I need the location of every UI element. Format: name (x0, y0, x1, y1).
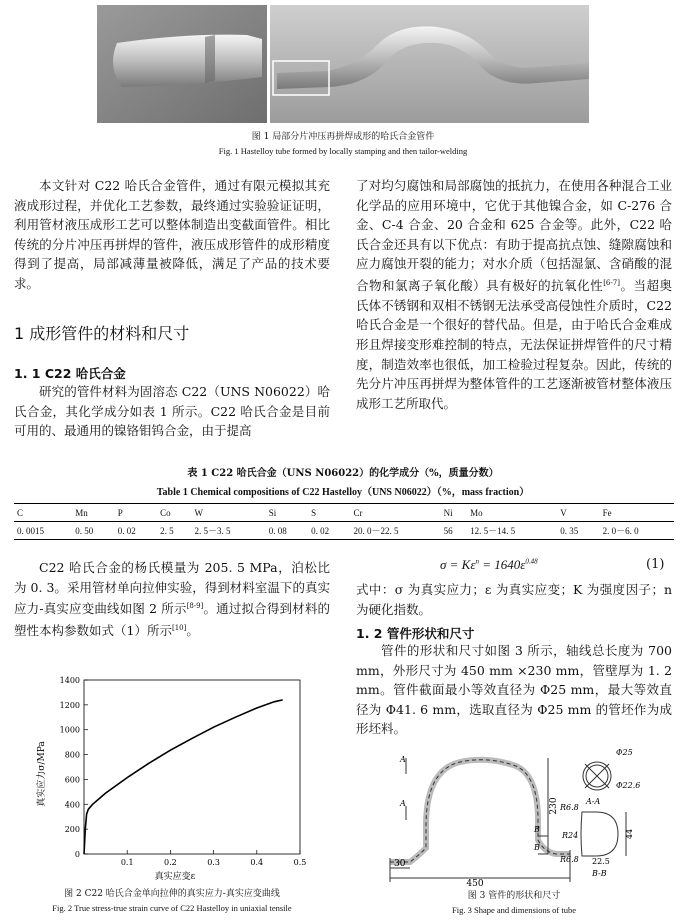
composition-table (14, 503, 674, 540)
th-si: Si (266, 504, 308, 522)
td-v: 0. 35 (557, 522, 599, 540)
intro-paragraph: 本文针对 C22 哈氏合金管件，通过有限元模拟其充液成形过程，并优化工艺参数，最终通过实验验证证明，利用管材液压成形工艺可以整体制造出变截面管件。相比传统的分片冲压再拼焊的管件，液压成形管件的成形精度得到了提高，局部减薄量被降低，满足了产品的技术要求。 (14, 178, 330, 291)
fig2-caption-cn: 图 2 C22 哈氏合金单向拉伸的真实应力-真实应变曲线 (64, 889, 280, 899)
td-cr: 20. 0－22. 5 (351, 522, 441, 540)
td-s: 0. 02 (308, 522, 350, 540)
td-ni: 56 (441, 522, 468, 540)
th-w: W (192, 504, 266, 522)
material-properties-text: C22 哈氏合金的杨氏模量为 205. 5 MPa，泊松比为 0. 3。采用管材单向拉伸实验，得到材料室温下的真实应力-真实应变曲线如图 2 所示[8-9]。通过拟合得到材料的塑性本构参数如式（1）所示[10]。 (14, 560, 330, 639)
dim-225: 22.5 (592, 857, 610, 866)
td-p: 0. 02 (115, 522, 157, 540)
section-1-heading: 1 成形管件的材料和尺寸 (14, 324, 190, 343)
td-si: 0. 08 (266, 522, 308, 540)
th-ni: Ni (441, 504, 468, 522)
dim-44: 44 (625, 828, 634, 840)
label-b-top: B (534, 825, 540, 834)
y-tick-label: 800 (64, 750, 80, 760)
th-cr: Cr (351, 504, 441, 522)
y-tick-label: 400 (64, 800, 80, 810)
equation-1: $\sigma = K\varepsilon^n = 1640\varepsilon^{0.48}$ (440, 557, 538, 572)
fig3-caption-cn: 图 3 管件的形状和尺寸 (467, 891, 561, 901)
x-tick-label: 0.2 (164, 858, 177, 867)
th-s: S (308, 504, 350, 522)
x-tick-label: 0.5 (293, 858, 307, 867)
equation-description: 式中：σ 为真实应力；ε 为真实应变；K 为强度因子；n 为硬化指数。 (356, 582, 672, 617)
fig1-caption-en: Fig. 1 Hastelloy tube formed by locally stamping and then tailor-welding (218, 146, 468, 156)
td-mo: 12. 5－14. 5 (467, 522, 557, 540)
th-v: V (557, 504, 599, 522)
fig1-caption-cn: 图 1 局部分片冲压再拼焊成形的哈氏合金管件 (251, 132, 435, 142)
y-tick-label: 1000 (59, 725, 80, 735)
label-a-top: A (400, 755, 406, 764)
section-1-2-text: 管件的形状和尺寸如图 3 所示，轴线总长度为 700 mm，外形尺寸为 450 mm ×230 mm，管壁厚为 1. 2 mm。管件截面最小等效直径为 Φ25 mm，最大等效直径为 Φ41. 6 mm，选取直径为 Φ25 mm 的管坯作为成形坯料。 (356, 643, 672, 737)
dim-phi25: Φ25 (616, 748, 633, 757)
y-tick-label: 200 (64, 825, 80, 835)
fig3-caption-en: Fig. 3 Shape and dimensions of tube (452, 905, 576, 915)
dim-450: 450 (466, 879, 484, 888)
td-w: 2. 5－3. 5 (192, 522, 266, 540)
dim-phi226: Φ22.6 (616, 781, 641, 790)
th-mn: Mn (72, 504, 114, 522)
stress-strain-chart (30, 672, 310, 884)
th-p: P (115, 504, 157, 522)
th-co: Co (157, 504, 191, 522)
plot-frame (84, 680, 300, 854)
y-tick-label: 1400 (59, 676, 80, 685)
dim-r68b: R6.8 (560, 855, 579, 864)
x-tick-label: 0.4 (250, 858, 264, 867)
section-1-1-heading: 1. 1 C22 哈氏合金 (14, 366, 126, 381)
x-axis-label: 真实应变ε (154, 872, 196, 882)
tube-photo-illustration (97, 5, 589, 123)
table-header-row (14, 504, 674, 522)
section-1-1-text: 研究的管件材料为固溶态 C22（UNS N06022）哈氏合金，其化学成分如表 1 所示。C22 哈氏合金是目前可用的、最通用的镍铬钼钨合金，由于提高 (14, 384, 330, 439)
th-mo: Mo (467, 504, 557, 522)
section-bb: B-B (592, 869, 607, 878)
y-tick-label: 0 (74, 850, 80, 859)
td-mn: 0. 50 (72, 522, 114, 540)
y-axis-label: 真实应力σ/MPa (37, 741, 47, 807)
dim-30: 30 (394, 859, 406, 869)
table1-caption-cn: 表 1 C22 哈氏合金（UNS N06022）的化学成分（%，质量分数） (187, 468, 499, 479)
td-c: 0. 0015 (14, 522, 72, 540)
section-aa: A-A (586, 797, 601, 806)
y-tick-label: 600 (64, 775, 80, 785)
dim-230: 230 (549, 797, 559, 815)
td-fe: 2. 0－6. 0 (600, 522, 674, 540)
equation-number: (1) (646, 557, 665, 572)
table1-caption-en: Table 1 Chemical compositions of C22 Hastelloy（UNS N06022）（%，mass fraction） (156, 487, 530, 498)
th-fe: Fe (600, 504, 674, 522)
right-column-text: 了对均匀腐蚀和局部腐蚀的抵抗力，在使用各种混合工业化学品的应用环境中，它优于其他镍合金，如 C-276 合金、C-4 合金、20 合金和 625 合金等。此外，C22 哈氏合金还具有以下优点：有助于提高抗点蚀、缝隙腐蚀和应力腐蚀开裂的能力；对水介质（包括湿氯、含硝酸的混合物和氯离子氧化酸）具有极好的抗氧化性[6-7]。当超奥氏体不锈钢和双相不锈钢无法承受高侵蚀性介质时，C22 哈氏合金是一个很好的替代品。但是，由于哈氏合金难成形且焊接变形难控制的特点，无法保证拼焊管件的尺寸精度，制造效率也很低，加工检验过程复杂。因此，传统的先分片冲压再拼焊为整体管件的工艺逐渐被管材整体液压成形工艺所取代。 (356, 178, 672, 411)
stress-strain-curve (84, 700, 283, 854)
dim-r24: R24 (562, 831, 579, 840)
y-tick-label: 1200 (59, 700, 80, 710)
fig2-caption-en: Fig. 2 True stress-true strain curve of C22 Hastelloy in uniaxial tensile (52, 903, 292, 913)
dim-r68a: R6.8 (560, 803, 579, 812)
section-1-2-heading: 1. 2 管件形状和尺寸 (356, 626, 475, 641)
fig1-photo (97, 5, 589, 123)
x-tick-label: 0.3 (207, 858, 220, 867)
label-a-bot: A (400, 799, 406, 808)
label-b-bot: B (534, 843, 540, 852)
x-tick-label: 0.1 (120, 858, 134, 867)
td-co: 2. 5 (157, 522, 191, 540)
table-row (14, 522, 674, 540)
tube-dimension-drawing (370, 740, 660, 888)
th-c: C (14, 504, 72, 522)
